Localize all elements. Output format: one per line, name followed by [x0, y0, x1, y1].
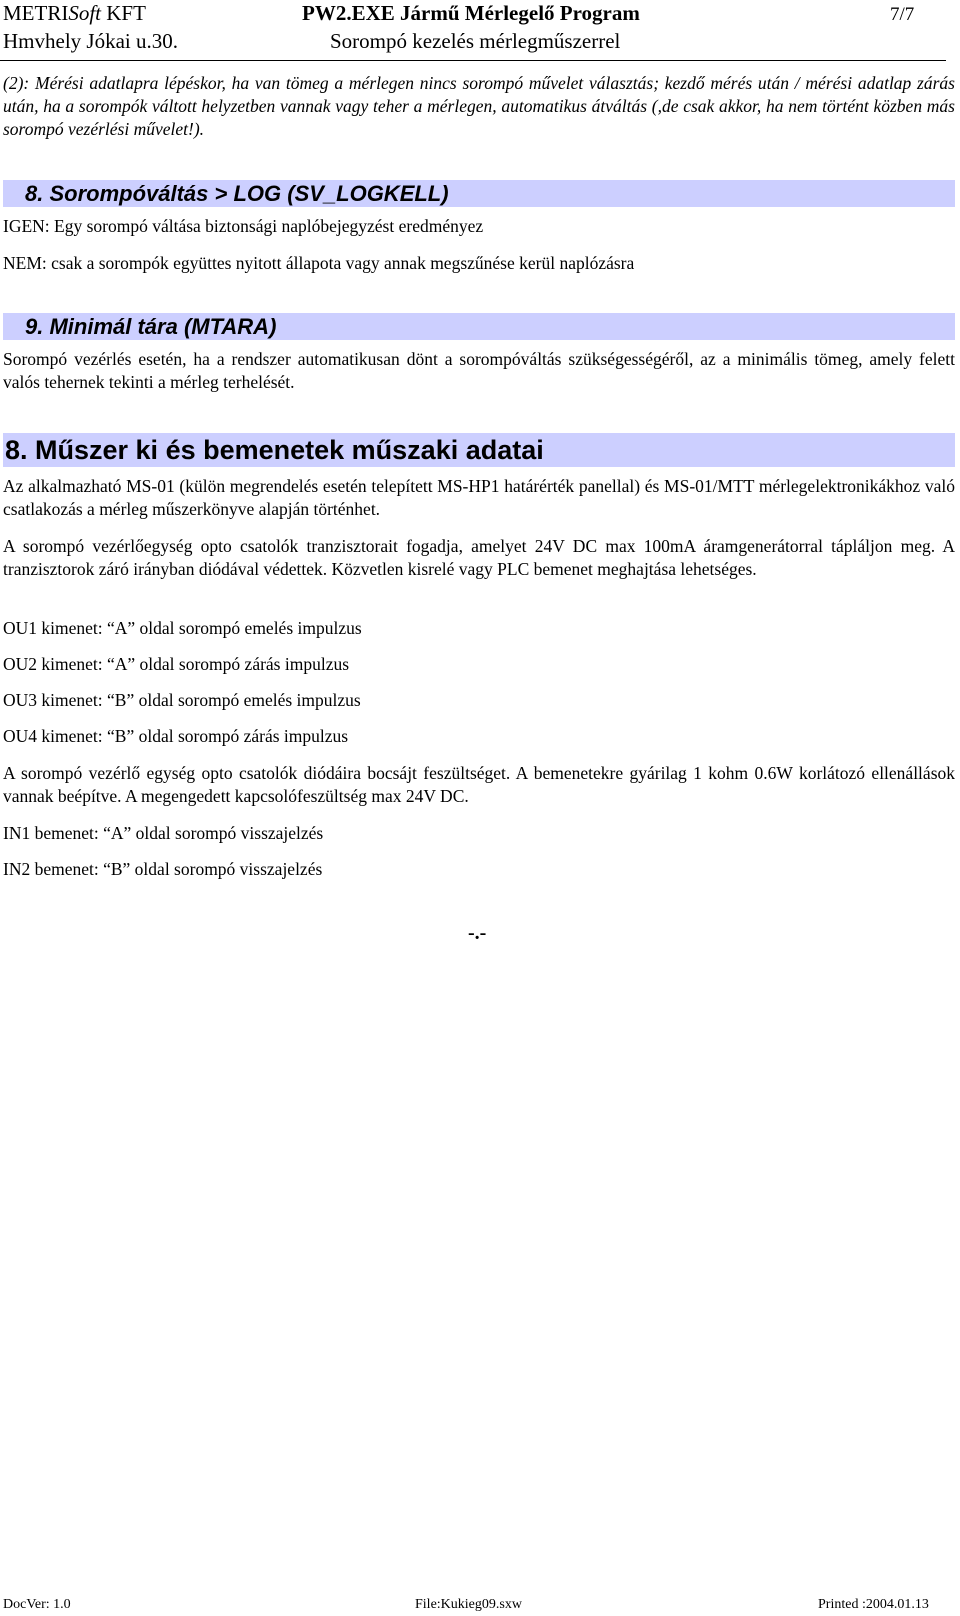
company-name-part2: KFT: [101, 1, 146, 25]
section-8-nem: NEM: csak a sorompók együttes nyitott állapota vagy annak megszűnése kerül naplózásra: [3, 253, 635, 273]
header-address: Hmvhely Jókai u.30.: [3, 29, 178, 53]
footer-printed: Printed :2004.01.13: [818, 1597, 929, 1612]
input-in2: IN2 bemenet: “B” oldal sorompó visszajelzés: [3, 859, 323, 879]
footer-file: File:Kukieg09.sxw: [415, 1597, 522, 1612]
input-in1: IN1 bemenet: “A” oldal sorompó visszajelzés: [3, 823, 324, 843]
header-page-number: 7/7: [890, 4, 915, 25]
end-mark: -.-: [468, 922, 487, 944]
company-name-italic: Soft: [68, 1, 101, 25]
output-ou3: OU3 kimenet: “B” oldal sorompó emelés impulzus: [3, 690, 361, 710]
output-ou1: OU1 kimenet: “A” oldal sorompó emelés impulzus: [3, 618, 362, 638]
chapter-8-paragraph-2: A sorompó vezérlőegység opto csatolók tranzisztorait fogadja, amelyet 24V DC max 100mA áramgenerátorral tápláljon meg. A tranzisztorok záró irányban diódával védettek. Közvetlen kisrelé vagy PLC bemenet meghajtása lehetséges.: [3, 536, 955, 579]
section-8-igen: IGEN: Egy sorompó váltása biztonsági naplóbejegyzést eredményez: [3, 216, 484, 236]
output-ou4: OU4 kimenet: “B” oldal sorompó zárás impulzus: [3, 726, 349, 746]
section-9-text: Sorompó vezérlés esetén, ha a rendszer automatikusan dönt a sorompóváltás szükségességéről, az a minimális tömeg, amely felett valós tehernek tekinti a mérleg terhelését.: [3, 349, 955, 392]
header-title: PW2.EXE Jármű Mérlegelő Program: [302, 1, 640, 25]
section-8-title: 8. Sorompóváltás > LOG (SV_LOGKELL): [25, 181, 449, 206]
footer-docver: DocVer: 1.0: [3, 1597, 71, 1612]
section-9-title: 9. Minimál tára (MTARA): [25, 314, 277, 339]
company-name-part1: METRI: [3, 1, 69, 25]
chapter-8-paragraph-1: Az alkalmazható MS-01 (külön megrendelés esetén telepített MS-HP1 határérték panellal) és MS-01/MTT mérlegelektronikákhoz való csatlakozás a mérleg műszerkönyve alapján történhet.: [3, 476, 955, 519]
chapter-8-paragraph-3: A sorompó vezérlő egység opto csatolók diódáira bocsájt feszültséget. A bemenetekre gyárilag 1 kohm 0.6W korlátozó ellenállások vannak beépítve. A megengedett kapcsolófeszültség max 24V DC.: [3, 763, 955, 806]
header-company: [3, 0, 146, 26]
output-ou2: OU2 kimenet: “A” oldal sorompó zárás impulzus: [3, 654, 350, 674]
header-divider: [0, 60, 946, 61]
header-subtitle: Sorompó kezelés mérlegműszerrel: [330, 29, 621, 53]
note-paragraph: (2): Mérési adatlapra lépéskor, ha van tömeg a mérlegen nincs sorompó művelet választás; kezdő mérés után / mérési adatlap zárás után, ha a sorompók váltott helyzetben vannak vagy teher a mérlegen, automatikus átváltás (,de csak akkor, ha nem történt közben más sorompó vezérlési művelet!).: [3, 73, 955, 139]
chapter-8-title: 8. Műszer ki és bemenetek műszaki adatai: [5, 435, 544, 465]
